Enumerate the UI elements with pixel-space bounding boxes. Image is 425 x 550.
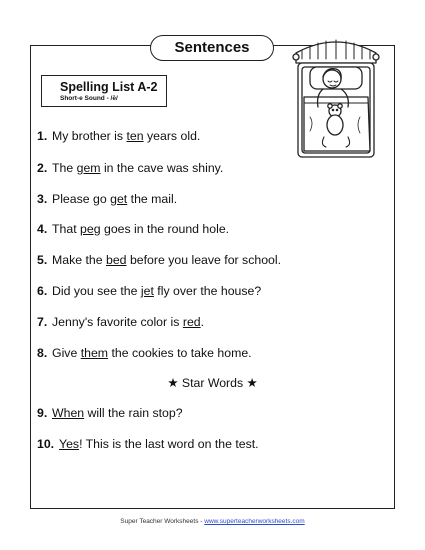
star-words-heading: ★ Star Words ★	[167, 376, 258, 390]
spelling-word: ten	[126, 129, 144, 143]
sentence-3: 3. Please go get the mail.	[37, 192, 178, 206]
spelling-word: jet	[140, 284, 154, 298]
spelling-word: them	[80, 346, 109, 360]
footer-text: Super Teacher Worksheets -	[120, 518, 205, 525]
sentence-10: 10. Yes! This is the last word on the test.	[37, 437, 259, 451]
sentence-8: 8. Give them the cookies to take home.	[37, 346, 252, 360]
sentence-7: 7. Jenny's favorite color is red.	[37, 315, 205, 329]
sentence-2: 2. The gem in the cave was shiny.	[37, 161, 224, 175]
sentence-9: 9. When will the rain stop?	[37, 406, 183, 420]
spelling-list-title: Spelling List A-2	[60, 80, 158, 94]
sentence-5: 5. Make the bed before you leave for school.	[37, 253, 282, 267]
spelling-word: When	[52, 406, 85, 420]
sentence-6: 6. Did you see the jet fly over the house?	[37, 284, 262, 298]
spelling-word: gem	[76, 161, 101, 175]
spelling-word: get	[110, 192, 128, 206]
spelling-list-box	[41, 75, 167, 107]
spelling-word: red	[182, 315, 201, 329]
footer-link[interactable]: www.superteacherworksheets.com	[204, 518, 305, 525]
spelling-word: peg	[80, 222, 101, 236]
page-title: Sentences	[150, 35, 274, 61]
spelling-word: bed	[106, 253, 127, 267]
footer	[0, 518, 425, 525]
sentence-1: 1. My brother is ten years old.	[37, 129, 201, 143]
spelling-word: Yes	[59, 437, 80, 451]
sentence-4: 4. That peg goes in the round hole.	[37, 222, 230, 236]
spelling-list-subtitle: Short-e Sound - /ĕ/	[60, 95, 118, 102]
child-in-bed-illustration	[290, 33, 382, 163]
